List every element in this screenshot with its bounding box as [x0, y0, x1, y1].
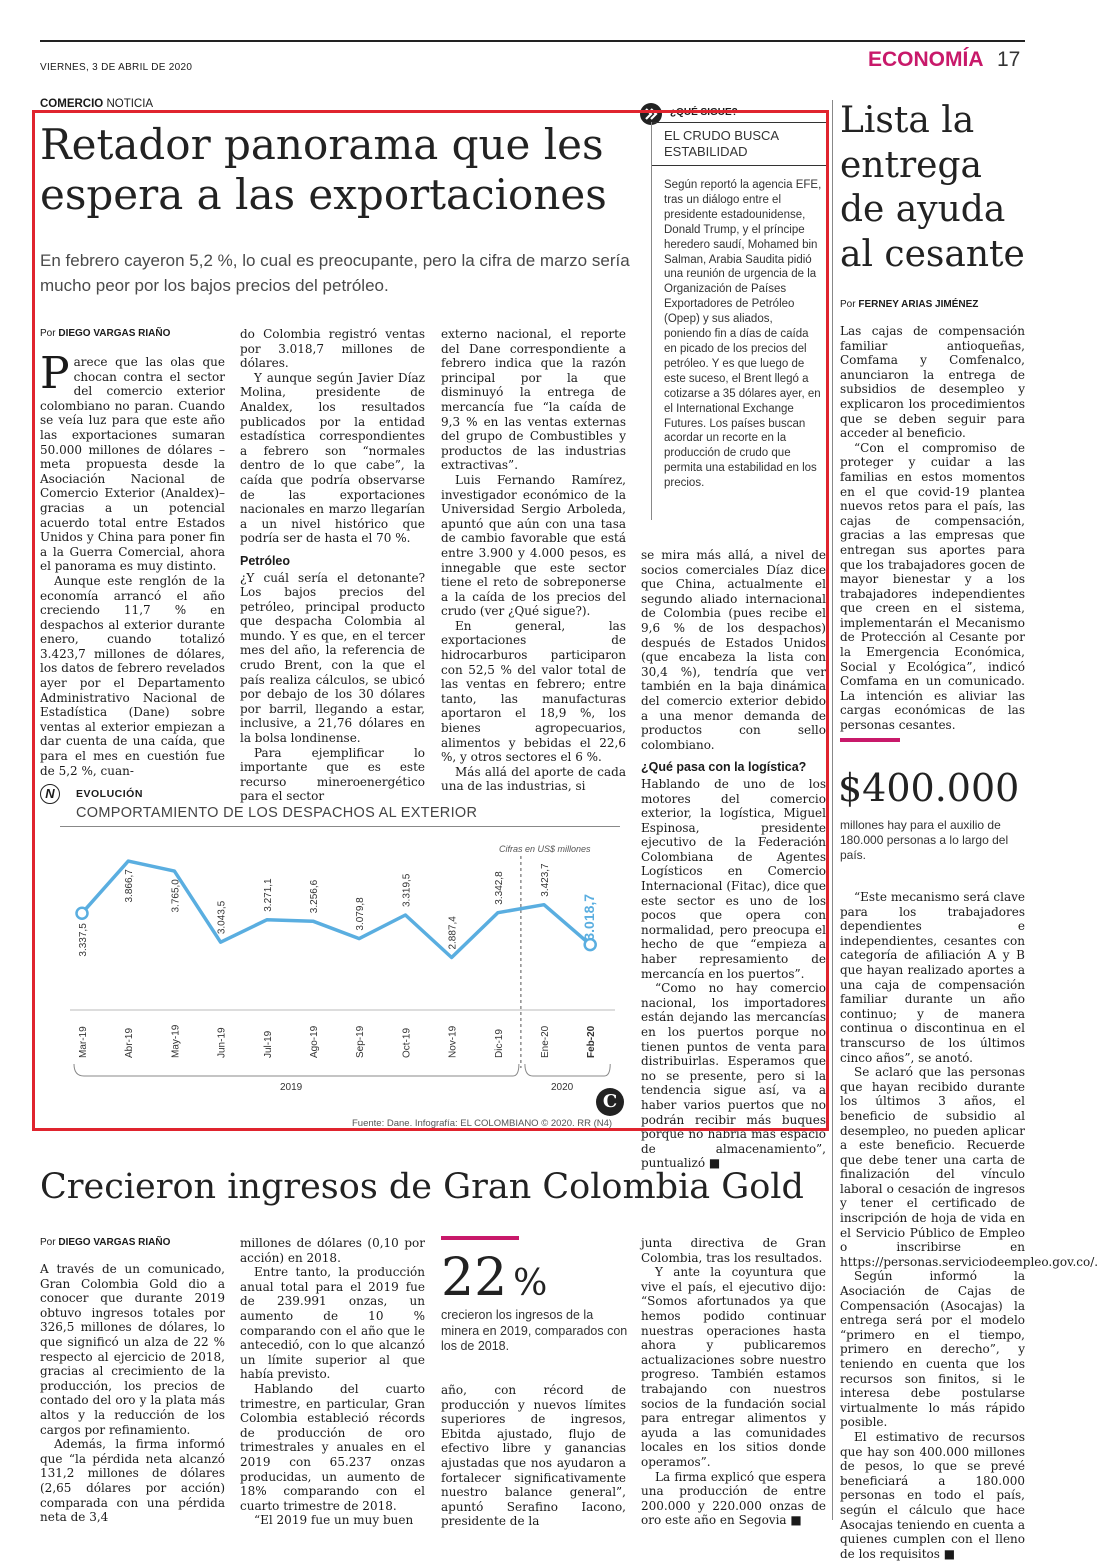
category-label: Ene-20	[540, 1025, 551, 1058]
category-label: May-19	[170, 1024, 182, 1058]
gold-col-2	[240, 1236, 425, 1528]
paragraph: arece que las olas que chocan contra el sector del comercio exterior colombiano no paran. Cuando se veía luz para que este año las exportaciones sumaran 50.000 millones de dólares –meta propuesta desde la Asociación Nacional de Comercio Exterior (Analdex)– gracias a un potencial acuerdo total entre Estados Unidos y China para poner fin a la Guerra Comercial, ahora el panorama es muy distinto.	[40, 355, 225, 574]
paragraph: externo nacional, el reporte del Dane correspondiente a febrero indica que la razón principal por la que disminuyó la entrega de mercancía fue “la caída de 9,3 % en las ventas externas del grupo de Combustibles y productos de las industrias extractivas”.	[441, 327, 626, 473]
category-label: Nov-19	[447, 1025, 459, 1058]
que-sigue-body: Según reportó la agencia EFE, tras un diálogo entre el presidente estadounidense, Donald Trump, y el príncipe heredero saudí, Mohamed bin Salman, Arabia Saudita pidió una reunión de urgencia de la Organización de Países Exportadores de Petróleo (Opep) y sus aliados, poniendo fin a días de caída en picado de los precios del petróleo. Y es que luego de este suceso, el Brent llegó a cotizarse a 35 dólares ayer, en el International Exchange Futures. Los países buscan acordar un recorte en la producción de crudo que permita una estabilidad en los precios.	[664, 179, 822, 490]
category-label: Sep-19	[355, 1025, 367, 1058]
value-label: 3.337,5	[78, 923, 89, 957]
que-sigue-border	[651, 122, 652, 520]
paragraph: Para ejemplificar lo importante que es este recurso mineroenergético para el sector	[240, 745, 425, 804]
value-label: 3.256,6	[309, 879, 320, 914]
el-colombiano-logo: C	[596, 1088, 624, 1116]
paragraph: Hablando de uno de los motores del comercio exterior, la logística, Miguel Espinosa, presidente ejecutivo de la Federación Colombiana de Agentes Logísticos en Comercio Internacional (Fitac), dice que este sector es uno de los pocos que opera con normalidad, pero preocupa el hecho de que “empieza a haber represamiento de mercancía en los puertos”.	[641, 776, 826, 981]
byline-author: DIEGO VARGAS RIAÑO	[58, 328, 171, 339]
value-label: 2.887,4	[447, 916, 459, 950]
main-kicker-bold: COMERCIO	[40, 98, 104, 110]
paragraph: Las cajas de compensación familiar antioqueñas, Comfama y Comfenalco, anunciaron la entrega de subsidios de desempleo y explicaron los procedimientos que se deben seguir para acceder al beneficio.	[840, 324, 1025, 441]
chart-subtitle: COMPORTAMIENTO DE LOS DESPACHOS AL EXTERIOR	[76, 805, 478, 821]
main-col-4	[641, 548, 826, 1171]
main-kicker-label: NOTICIA	[106, 98, 154, 110]
accent-bar	[840, 738, 900, 742]
gold-col-4	[641, 1236, 826, 1528]
byline-prefix: Por	[40, 328, 56, 339]
paragraph: Aunque este renglón de la economía arrancó el año creciendo 11,7 % en despachos al exterior durante enero, cuando totalizó 3.423,7 millones de dólares, los datos de febrero revelados ayer por el Departamento Administrativo Nacional de Estadística (Dane) sobre ventas al exterior empiezan a dar cuenta de una caída, que para el mes en cuestión fue de 5,2 %, cuan-	[40, 573, 225, 778]
side-col-bottom	[840, 890, 1098, 1561]
category-label: Abr-19	[124, 1027, 136, 1058]
paragraph: Además, la firma informó que “la pérdida neta alcanzó 131,2 millones de dólares (2,65 dólares por acción) comparada con una pérdida neta de 3,4	[40, 1437, 225, 1525]
evolucion-badge: N	[40, 784, 60, 804]
side-byline	[840, 299, 978, 310]
que-sigue-rule	[651, 122, 829, 123]
category-label: Jun-19	[216, 1027, 228, 1058]
main-col-2	[240, 327, 425, 804]
column-divider	[832, 100, 833, 1520]
byline-author: FERNEY ARIAS JIMÉNEZ	[858, 299, 979, 310]
gold-col-3	[441, 1383, 626, 1529]
category-label: Feb-20	[586, 1025, 598, 1058]
gold-big-caption: crecieron los ingresos de la minera en 2019, comparados con los de 2018.	[441, 1308, 628, 1353]
paragraph: Entre tanto, la producción anual total para el 2019 fue de 239.991 onzas, un aumento de 10 % comparando con el año que le antecedió, con lo que alcanzó un límite superior al que había previsto.	[240, 1265, 425, 1382]
paragraph: Más allá del aporte de cada una de las industrias, si	[441, 764, 626, 794]
category-label: Mar-19	[78, 1026, 89, 1058]
value-label: 3.079,8	[355, 897, 367, 931]
header-page-number: 17	[997, 48, 1021, 71]
main-lead: En febrero cayeron 5,2 %, lo cual es preocupante, pero la cifra de marzo sería mucho peor por los bajos precios del petróleo.	[40, 251, 630, 295]
que-sigue-rule-2	[651, 165, 829, 166]
category-label: Jul-19	[262, 1030, 274, 1058]
category-label: Dic-19	[493, 1029, 505, 1058]
main-title: Retador panorama que les espera a las exportaciones	[40, 120, 607, 219]
gold-accent-bar	[441, 1236, 519, 1240]
main-byline	[40, 328, 170, 339]
paragraph: “Este mecanismo será clave para los trabajadores dependientes e independientes, cesantes con categoría de afiliación A y B que hayan realizado aportes a una caja de compensación familiar durante un año continuo; y de manera continua o discontinua en el transcurso de los últimos cinco años”, se anotó.	[840, 890, 1025, 1065]
paragraph: Hablando del cuarto trimestre, en particular, Gran Colombia estableció récords de producción de oro trimestrales y anuales en el 2019 con 65.237 onzas producidas, un aumento de 18% comparando con el cuarto trimestre de 2018.	[240, 1381, 425, 1513]
paragraph: Luis Fernando Ramírez, investigador económico de la Universidad Sergio Arboleda, apuntó que aún con una tasa de cambio favorable que está entre 3.900 y 4.000 pesos, es innegable que este sector tiene el reto de sobreponerse a la caída de los precios del crudo (ver ¿Qué sigue?).	[441, 472, 626, 619]
subhead-logistica: ¿Qué pasa con la logística?	[641, 760, 807, 775]
gold-big-number	[441, 1248, 547, 1314]
main-kicker	[40, 98, 153, 110]
line-chart	[40, 826, 630, 1126]
paragraph: do Colombia registró ventas por 3.018,7 millones de dólares.	[240, 327, 425, 371]
big-number-unit: %	[513, 1263, 548, 1304]
chart-source: Fuente: Dane. Infografía: EL COLOMBIANO © 2020. RR (N4)	[352, 1118, 613, 1129]
que-sigue-label: ¿QUÉ SIGUE?	[670, 107, 738, 118]
value-label: 3.866,7	[124, 869, 136, 903]
chart-units-note: Cifras en US$ millones	[499, 844, 591, 854]
header-rule	[40, 40, 1025, 42]
paragraph: junta directiva de Gran Colombia, tras los resultados.	[641, 1236, 826, 1265]
category-label: Oct-19	[401, 1027, 413, 1058]
paragraph: “El 2019 fue un muy buen	[254, 1513, 414, 1528]
gold-col-1	[40, 1262, 225, 1525]
value-label: 3.018,7	[581, 893, 598, 941]
value-label: 3.342,8	[493, 871, 505, 905]
paragraph: millones de dólares (0,10 por acción) en 2018.	[240, 1236, 425, 1265]
paragraph: “Con el compromiso de proteger y cuidar a las familias en estos momentos en el que covid-19 plantea nuevos retos para el país, las cajas de compensación, gracias a las empresas que entregan sus aportes para que los trabajadores gocen de mayor bienestar y a los trabajadores independientes que creen en el sistema, implementarán el Mecanismo de Protección al Cesante por la Emergencia Económica, Social y Ecológica”, indicó Comfama en un comunicado. La intención es aliviar las cargas económicas de las personas cesantes.	[840, 440, 1025, 733]
paragraph: Y ante la coyuntura que vive el país, el ejecutivo dijo: “Somos afortunados ya que hemos podido continuar nuestras operaciones hasta ahora y publicaremos actualizaciones sobre nuestro progreso. También estamos trabajando con nuestros socios de la fundación social para entregar alimentos y ayuda a las comunidades locales en los sitios donde operamos”.	[641, 1265, 826, 1469]
paragraph: A través de un comunicado, Gran Colombia Gold dio a conocer que durante 2019 obtuvo ingresos totales por 326,5 millones de dólares, lo que significó un alza de 22 % respecto al ejercicio de 2018, gracias al crecimiento de la producción, los precios de contado del oro y la plata más altos y la reducción de los cargos por refinamiento.	[40, 1262, 225, 1437]
header-section: ECONOMÍA	[868, 48, 984, 71]
side-big-number: $400.000	[838, 766, 1020, 810]
value-label: 3.271,1	[262, 878, 274, 912]
bracket-2020	[525, 1064, 610, 1076]
value-label: 3.319,5	[401, 873, 413, 908]
chart-year-2020: 2020	[551, 1082, 574, 1093]
paragraph: “Como no hay comercio nacional, los importadores están dejando las mercancías en los puertos porque no tienen puntos de venta para distribuirlas. Esperamos que no se presente, pero si la tendencia sigue así, va a haber varios puertos que no podrán recibir más buques porque no habría más espacio de almacenamiento”, puntualizó ■	[641, 981, 826, 1171]
side-title: Lista la entrega de ayuda al cesante	[840, 100, 1025, 275]
que-sigue-title: EL CRUDO BUSCA ESTABILIDAD	[664, 128, 779, 159]
gold-title: Crecieron ingresos de Gran Colombia Gold	[40, 1167, 804, 1207]
big-number-value: 22	[441, 1248, 508, 1308]
value-label: 3.423,7	[540, 863, 551, 897]
main-col-1	[40, 348, 225, 778]
series-line	[82, 861, 590, 957]
paragraph: año, con récord de producción y nuevos límites superiores de ingresos, Ebitda ajustado, flujo de efectivo libre y ganancias ajustadas que nos ayudaron a fortalecer significativamente nuestro balance general”, apuntó Serafino Iacono, presidente de la	[441, 1383, 626, 1529]
header-date: VIERNES, 3 DE ABRIL DE 2020	[40, 62, 193, 73]
paragraph: Según informó la Asociación de Cajas de Compensación (Asocajas) la entrega será por el modelo “primero en el tiempo, primero en derecho”, y teniendo en cuenta que los recursos son finitos, si le interesa debe postularse virtualmente lo más rápido posible.	[840, 1269, 1025, 1430]
paragraph: ¿Y cuál sería el detonante? Los bajos precios del petróleo, principal producto que despacha Colombia al mundo. Y es que, en el tercer mes del año, la referencia de crudo Brent, con la que el país realiza cálculos, se ubicó por debajo de los 30 dólares por barril, llegando a estar, inclusive, a 21,76 dólares en la bolsa londinense.	[240, 570, 425, 746]
byline-prefix: Por	[840, 299, 856, 310]
subhead-petroleo: Petróleo	[240, 553, 291, 568]
main-col-3	[441, 327, 626, 794]
chart-year-2019: 2019	[280, 1082, 303, 1093]
data-point	[77, 908, 88, 919]
byline-prefix: Por	[40, 1237, 56, 1248]
dropcap: P	[40, 348, 70, 399]
value-label: 3.765,0	[170, 879, 182, 913]
side-big-caption: millones hay para el auxilio de 180.000 personas a lo largo del país.	[840, 818, 1009, 862]
paragraph: El estimativo de recursos que hay son 400.000 millones de pesos, lo que se prevé beneficiará a 180.000 personas en todo el país, según el cálculo que hace Asocajas teniendo en cuenta a quienes cumplen con el lleno de los requisitos ■	[840, 1429, 1025, 1561]
value-label: 3.043,5	[216, 900, 228, 935]
paragraph: Y aunque según Javier Díaz Molina, presidente de Analdex, los resultados publicados por la entidad estadística correspondientes a febrero son “normales dentro de lo que cabe”, la caída que podría observarse de las exportaciones nacionales en marzo llegarían a un nivel histórico que podría ser de hasta el 70 %.	[240, 370, 425, 546]
paragraph: La firma explicó que espera una producción de entre 200.000 y 220.000 onzas de oro este año en Segovia ■	[641, 1469, 826, 1528]
byline-author: DIEGO VARGAS RIAÑO	[58, 1237, 171, 1248]
paragraph: Se aclaró que las personas que hayan recibido durante los últimos 3 años, el beneficio de subsidio al desempleo, no pueden aplicar a este beneficio. Recuerde que debe tener una carta de finalización del vínculo laboral o cesación de ingresos y tener el certificado de inscripción de hoja de vida en el Servicio Público de Empleo o inscribirse en https://personas.serviciodeempleo.gov.co/.	[840, 1065, 1098, 1269]
chart-label: EVOLUCIÓN	[76, 788, 143, 800]
category-label: Ago-19	[309, 1025, 320, 1058]
gold-byline	[40, 1237, 170, 1248]
paragraph: En general, las exportaciones de hidrocarburos participaron con 52,5 % del valor total de las ventas en febrero; entre tanto, las manufacturas aportaron el 18,9 %, los bienes agropecuarios, alimentos y bebidas el 22,6 %, y otros sectores el 6 %.	[441, 618, 626, 765]
paragraph: se mira más allá, a nivel de socios comerciales Díaz dice que China, actualmente el segundo aliado internacional de Colombia (pues recibe el 9,6 % de los despachos) después de Estados Unidos (que encabeza la lista con 30,4 %), tendría que ver también en la baja dinámica del comercio exterior debido a una menor demanda de productos con sello colombiano.	[641, 548, 826, 752]
bracket-2019	[74, 1064, 519, 1076]
side-col-top	[840, 324, 1025, 733]
